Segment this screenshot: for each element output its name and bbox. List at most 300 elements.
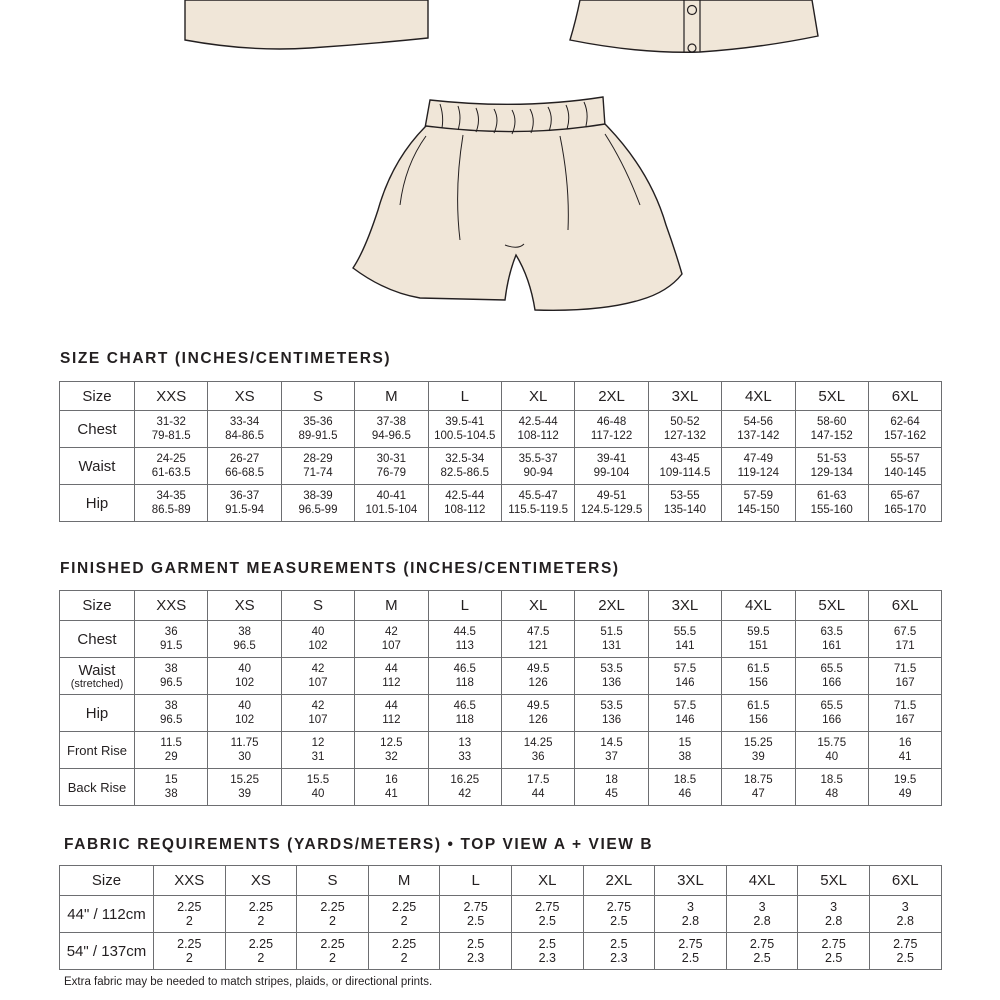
value-cell xyxy=(868,695,941,732)
metric-value: 107 xyxy=(381,640,401,652)
metric-value: 99-104 xyxy=(593,467,630,479)
value-cell xyxy=(501,769,574,806)
metric-value: 147-152 xyxy=(810,430,853,442)
metric-value: 107 xyxy=(308,677,328,689)
value-cell xyxy=(208,485,281,522)
metric-value: 136 xyxy=(601,714,622,726)
imperial-value: 14.25 xyxy=(523,737,553,749)
metric-value: 41 xyxy=(384,788,398,800)
value-cell xyxy=(511,933,583,970)
size-column-header: 3XL xyxy=(655,866,727,896)
size-column-header: 6XL xyxy=(869,866,941,896)
fabric-requirements-title: FABRIC REQUIREMENTS (YARDS/METERS) • TOP VIEW A + VIEW B xyxy=(64,836,654,853)
value-cell xyxy=(722,448,795,485)
imperial-value: 51.5 xyxy=(600,626,623,638)
metric-value: 2.3 xyxy=(610,951,628,965)
metric-value: 136 xyxy=(601,677,622,689)
metric-value: 146 xyxy=(675,714,695,726)
value-cell xyxy=(795,411,868,448)
imperial-value: 46.5 xyxy=(453,700,476,712)
value-cell xyxy=(208,448,281,485)
metric-value: 126 xyxy=(528,714,548,726)
size-column-header: XS xyxy=(225,866,297,896)
imperial-value: 2.25 xyxy=(177,937,202,951)
imperial-value: 59.5 xyxy=(747,626,770,638)
metric-value: 124.5-129.5 xyxy=(580,504,643,516)
size-column-header: 2XL xyxy=(575,382,648,411)
imperial-value: 65.5 xyxy=(820,663,843,675)
garment-illustrations xyxy=(0,0,1000,320)
metric-value: 140-145 xyxy=(883,467,927,479)
value-cell xyxy=(281,485,354,522)
value-cell xyxy=(648,769,721,806)
metric-value: 118 xyxy=(455,677,474,689)
value-cell xyxy=(868,485,941,522)
imperial-value: 2.75 xyxy=(463,900,488,914)
value-cell xyxy=(208,658,281,695)
value-cell xyxy=(135,769,208,806)
value-cell xyxy=(726,933,798,970)
imperial-value: 16 xyxy=(898,737,912,749)
size-column-header: XS xyxy=(208,591,281,621)
value-cell xyxy=(355,411,428,448)
imperial-value: 55-57 xyxy=(890,453,920,465)
size-column-header: XL xyxy=(511,866,583,896)
table-header-row xyxy=(60,382,942,411)
value-cell xyxy=(355,485,428,522)
metric-value: 156 xyxy=(748,677,768,689)
imperial-value: 2.5 xyxy=(538,937,556,951)
imperial-value: 2.75 xyxy=(535,900,560,914)
metric-value: 47 xyxy=(751,788,765,800)
imperial-value: 57-59 xyxy=(743,490,774,502)
value-cell xyxy=(648,485,721,522)
value-cell xyxy=(355,732,428,769)
row-label xyxy=(60,732,135,769)
metric-value: 30 xyxy=(238,751,251,763)
imperial-value: 2.75 xyxy=(678,937,703,951)
value-cell xyxy=(868,732,941,769)
metric-value: 129-134 xyxy=(810,467,853,479)
imperial-value: 34-35 xyxy=(156,490,186,502)
value-cell xyxy=(355,448,428,485)
imperial-value: 62-64 xyxy=(890,416,920,428)
size-column-header: XS xyxy=(208,382,281,411)
metric-value: 31 xyxy=(311,751,325,763)
metric-value: 2.8 xyxy=(681,914,700,928)
imperial-value: 51-53 xyxy=(817,453,847,465)
size-column-header: 2XL xyxy=(583,866,655,896)
size-chart-table xyxy=(59,381,942,522)
value-cell xyxy=(648,448,721,485)
value-cell xyxy=(648,695,721,732)
imperial-value: 3 xyxy=(686,900,694,914)
value-cell xyxy=(281,411,354,448)
value-cell xyxy=(208,621,281,658)
value-cell xyxy=(722,769,795,806)
metric-value: 38 xyxy=(678,751,692,763)
value-cell xyxy=(795,732,868,769)
imperial-value: 2.25 xyxy=(248,937,274,951)
value-cell xyxy=(501,695,574,732)
row-sublabel: (stretched) xyxy=(70,677,124,690)
metric-value: 2.8 xyxy=(753,914,771,928)
size-column-header: 6XL xyxy=(868,591,941,621)
metric-value: 96.5 xyxy=(160,677,183,689)
value-cell xyxy=(648,658,721,695)
imperial-value: 42 xyxy=(311,663,325,675)
metric-value: 89-91.5 xyxy=(298,430,338,442)
imperial-value: 3 xyxy=(830,900,838,914)
metric-value: 101.5-104 xyxy=(365,504,418,516)
metric-value: 166 xyxy=(822,677,842,689)
metric-value: 2.5 xyxy=(753,951,771,965)
imperial-value: 2.25 xyxy=(320,900,345,914)
table-header-row xyxy=(60,866,942,896)
metric-value: 2 xyxy=(329,914,336,928)
imperial-value: 36-37 xyxy=(229,490,260,502)
value-cell xyxy=(575,732,648,769)
value-cell xyxy=(208,732,281,769)
metric-value: 2.8 xyxy=(824,914,843,928)
value-cell xyxy=(869,933,941,970)
metric-value: 2.5 xyxy=(466,914,485,928)
value-cell xyxy=(135,448,208,485)
metric-value: 2 xyxy=(400,914,408,928)
imperial-value: 57.5 xyxy=(673,700,697,712)
imperial-value: 42 xyxy=(311,700,325,712)
value-cell xyxy=(281,621,354,658)
metric-value: 86.5-89 xyxy=(151,504,191,516)
fabric-requirements-table xyxy=(59,865,942,970)
value-cell xyxy=(501,485,574,522)
value-cell xyxy=(722,658,795,695)
metric-value: 166 xyxy=(822,714,842,726)
value-cell xyxy=(583,933,655,970)
metric-value: 2.8 xyxy=(896,914,914,928)
imperial-value: 2.75 xyxy=(821,937,846,951)
imperial-value: 55.5 xyxy=(673,626,697,638)
metric-value: 126 xyxy=(528,677,548,689)
value-cell xyxy=(795,658,868,695)
metric-value: 96.5-99 xyxy=(298,504,338,516)
row-label-text: 44" / 112cm xyxy=(67,905,146,923)
metric-value: 45 xyxy=(605,788,618,800)
table-row xyxy=(60,933,942,970)
metric-value: 2.5 xyxy=(538,914,556,928)
value-cell xyxy=(428,411,501,448)
imperial-value: 18 xyxy=(605,774,618,786)
metric-value: 121 xyxy=(528,640,548,652)
row-label xyxy=(60,695,135,732)
metric-value: 40 xyxy=(825,751,839,763)
value-cell xyxy=(722,695,795,732)
metric-value: 165-170 xyxy=(883,504,927,516)
imperial-value: 2.75 xyxy=(749,937,775,951)
imperial-value: 16.25 xyxy=(450,774,480,786)
metric-value: 157-162 xyxy=(883,430,927,442)
imperial-value: 18.5 xyxy=(673,774,697,786)
imperial-value: 12 xyxy=(311,737,325,749)
size-column-header: S xyxy=(281,591,354,621)
imperial-value: 38-39 xyxy=(303,490,333,502)
imperial-value: 39.5-41 xyxy=(445,416,485,428)
table-row xyxy=(60,769,942,806)
size-column-header: L xyxy=(428,382,501,411)
metric-value: 167 xyxy=(895,714,915,726)
imperial-value: 3 xyxy=(758,900,766,914)
metric-value: 137-142 xyxy=(737,430,780,442)
imperial-value: 2.25 xyxy=(391,937,417,951)
imperial-value: 61.5 xyxy=(747,663,770,675)
table-row xyxy=(60,732,942,769)
value-cell xyxy=(281,448,354,485)
value-cell xyxy=(281,695,354,732)
value-cell xyxy=(428,695,501,732)
value-cell xyxy=(428,621,501,658)
imperial-value: 54-56 xyxy=(743,416,774,428)
table-row xyxy=(60,695,942,732)
value-cell xyxy=(511,896,583,933)
imperial-value: 31-32 xyxy=(156,416,186,428)
metric-value: 112 xyxy=(382,677,401,689)
row-label-text: Front Rise xyxy=(67,742,127,758)
metric-value: 151 xyxy=(748,640,768,652)
value-cell xyxy=(575,448,648,485)
value-cell xyxy=(428,769,501,806)
row-label xyxy=(60,658,135,695)
metric-value: 113 xyxy=(455,640,474,652)
metric-value: 108-112 xyxy=(444,504,486,516)
metric-value: 48 xyxy=(825,788,839,800)
metric-value: 109-114.5 xyxy=(659,467,711,479)
top-view-a-hem xyxy=(185,0,428,49)
size-column-header: 4XL xyxy=(722,382,795,411)
imperial-value: 32.5-34 xyxy=(445,453,485,465)
metric-value: 135-140 xyxy=(663,504,707,516)
value-cell xyxy=(428,485,501,522)
value-cell xyxy=(575,485,648,522)
value-cell xyxy=(501,732,574,769)
metric-value: 40 xyxy=(311,788,325,800)
metric-value: 42 xyxy=(458,788,472,800)
value-cell xyxy=(648,732,721,769)
value-cell xyxy=(722,485,795,522)
imperial-value: 40 xyxy=(238,663,251,675)
value-cell xyxy=(575,769,648,806)
metric-value: 102 xyxy=(308,640,328,652)
metric-value: 112 xyxy=(382,714,401,726)
imperial-value: 2.5 xyxy=(610,937,628,951)
value-cell xyxy=(795,448,868,485)
imperial-value: 44 xyxy=(384,663,398,675)
value-cell xyxy=(135,485,208,522)
size-column-header: 5XL xyxy=(795,591,868,621)
size-column-header: M xyxy=(368,866,440,896)
table-row xyxy=(60,448,942,485)
value-cell xyxy=(795,695,868,732)
value-cell xyxy=(135,658,208,695)
value-cell xyxy=(795,621,868,658)
imperial-value: 67.5 xyxy=(893,626,917,638)
imperial-value: 16 xyxy=(384,774,398,786)
metric-value: 2.5 xyxy=(681,951,700,965)
imperial-value: 2.5 xyxy=(466,937,485,951)
row-label-text: Waist xyxy=(78,457,116,475)
value-cell xyxy=(208,769,281,806)
metric-value: 49 xyxy=(898,788,912,800)
value-cell xyxy=(868,769,941,806)
value-cell xyxy=(722,621,795,658)
row-label-text: Hip xyxy=(85,704,109,722)
size-column-header: XL xyxy=(501,591,574,621)
metric-value: 84-86.5 xyxy=(225,430,265,442)
value-cell xyxy=(583,896,655,933)
row-label xyxy=(60,769,135,806)
metric-value: 96.5 xyxy=(160,714,183,726)
imperial-value: 46-48 xyxy=(596,416,627,428)
size-column-header: 5XL xyxy=(795,382,868,411)
size-column-header: 2XL xyxy=(575,591,648,621)
size-column-header: M xyxy=(355,382,428,411)
finished-measurements-table xyxy=(59,590,942,806)
row-label xyxy=(60,933,154,970)
value-cell xyxy=(355,658,428,695)
value-cell xyxy=(208,695,281,732)
value-cell xyxy=(655,896,727,933)
size-column-header: 5XL xyxy=(798,866,870,896)
value-cell xyxy=(225,896,297,933)
imperial-value: 40-41 xyxy=(376,490,407,502)
imperial-value: 71.5 xyxy=(893,700,917,712)
row-label-text: Back Rise xyxy=(67,779,127,795)
value-cell xyxy=(208,411,281,448)
imperial-value: 61.5 xyxy=(747,700,770,712)
metric-value: 39 xyxy=(238,788,251,800)
imperial-value: 18.5 xyxy=(820,774,843,786)
metric-value: 115.5-119.5 xyxy=(508,504,568,516)
value-cell xyxy=(281,732,354,769)
value-cell xyxy=(135,732,208,769)
value-cell xyxy=(575,695,648,732)
imperial-value: 26-27 xyxy=(229,453,260,465)
imperial-value: 50-52 xyxy=(670,416,700,428)
value-cell xyxy=(798,933,870,970)
metric-value: 91.5 xyxy=(160,640,183,652)
size-column-header: 4XL xyxy=(722,591,795,621)
imperial-value: 40 xyxy=(311,626,325,638)
value-cell xyxy=(225,933,297,970)
imperial-value: 35.5-37 xyxy=(518,453,558,465)
imperial-value: 15.75 xyxy=(817,737,847,749)
value-cell xyxy=(135,695,208,732)
value-cell xyxy=(795,769,868,806)
imperial-value: 61-63 xyxy=(817,490,847,502)
metric-value: 66-68.5 xyxy=(225,467,265,479)
value-cell xyxy=(501,658,574,695)
imperial-value: 11.5 xyxy=(160,737,182,749)
row-label xyxy=(60,411,135,448)
metric-value: 119-124 xyxy=(737,467,779,479)
imperial-value: 65-67 xyxy=(890,490,920,502)
metric-value: 102 xyxy=(234,714,255,726)
metric-value: 44 xyxy=(531,788,545,800)
metric-value: 2.5 xyxy=(824,951,843,965)
value-cell xyxy=(501,448,574,485)
metric-value: 167 xyxy=(895,677,915,689)
value-cell xyxy=(575,621,648,658)
row-label-text: Hip xyxy=(85,494,109,512)
imperial-value: 14.5 xyxy=(600,737,623,749)
metric-value: 71-74 xyxy=(303,467,333,479)
imperial-value: 2.75 xyxy=(606,900,632,914)
metric-value: 29 xyxy=(164,751,178,763)
table-row xyxy=(60,485,942,522)
imperial-value: 15.25 xyxy=(743,737,773,749)
metric-value: 32 xyxy=(384,751,398,763)
value-cell xyxy=(726,896,798,933)
value-cell xyxy=(440,896,512,933)
metric-value: 2 xyxy=(257,914,265,928)
value-cell xyxy=(428,658,501,695)
metric-value: 2.5 xyxy=(610,914,628,928)
finished-measurements-title: FINISHED GARMENT MEASUREMENTS (INCHES/CENTIMETERS) xyxy=(60,560,620,577)
imperial-value: 44 xyxy=(384,700,398,712)
size-column-header: L xyxy=(440,866,512,896)
metric-value: 141 xyxy=(675,640,695,652)
value-cell xyxy=(355,769,428,806)
size-column-header: 3XL xyxy=(648,591,721,621)
imperial-value: 45.5-47 xyxy=(518,490,558,502)
imperial-value: 19.5 xyxy=(893,774,917,786)
fabric-footnote: Extra fabric may be needed to match stripes, plaids, or directional prints. xyxy=(64,976,433,988)
value-cell xyxy=(798,896,870,933)
row-label xyxy=(60,485,135,522)
table-row xyxy=(60,411,942,448)
imperial-value: 47-49 xyxy=(743,453,774,465)
imperial-value: 2.25 xyxy=(177,900,202,914)
metric-value: 37 xyxy=(605,751,618,763)
metric-value: 131 xyxy=(601,640,622,652)
row-label xyxy=(60,448,135,485)
value-cell xyxy=(868,411,941,448)
imperial-value: 53-55 xyxy=(670,490,700,502)
value-cell xyxy=(297,896,369,933)
value-cell xyxy=(501,621,574,658)
imperial-value: 49.5 xyxy=(526,663,550,675)
size-column-header: L xyxy=(428,591,501,621)
value-cell xyxy=(297,933,369,970)
imperial-value: 36 xyxy=(164,626,178,638)
value-cell xyxy=(868,448,941,485)
value-cell xyxy=(575,411,648,448)
metric-value: 117-122 xyxy=(590,430,633,442)
value-cell xyxy=(648,621,721,658)
metric-value: 2 xyxy=(400,951,408,965)
imperial-value: 3 xyxy=(901,900,909,914)
metric-value: 2 xyxy=(185,951,193,965)
metric-value: 108-112 xyxy=(517,430,559,442)
imperial-value: 24-25 xyxy=(156,453,186,465)
imperial-value: 12.5 xyxy=(380,737,403,749)
imperial-value: 2.25 xyxy=(248,900,274,914)
size-column-header: XXS xyxy=(135,591,208,621)
metric-value: 2 xyxy=(329,951,336,965)
value-cell xyxy=(428,448,501,485)
size-column-header: S xyxy=(297,866,369,896)
metric-value: 2.3 xyxy=(466,951,485,965)
table-row xyxy=(60,621,942,658)
